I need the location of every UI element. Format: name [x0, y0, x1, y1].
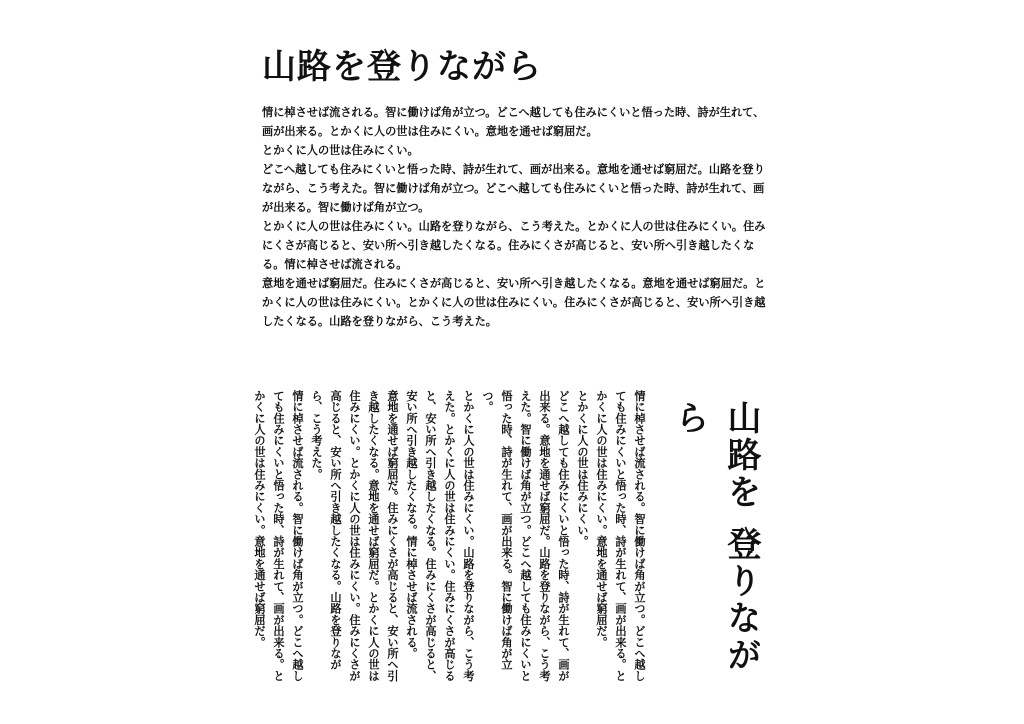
vertical-paragraph: どこへ越しても住みにくいと悟った時、詩が生れて、画が出来る。意地を通せば窮屈だ。山路を登りながら、こう考えた。智に働けば角が立つ。どこへ越しても住みにくいと悟った時、詩が生れて、画が出来る。智に働けば角が立つ。 [481, 390, 570, 682]
horizontal-paragraph: どこへ越しても住みにくいと悟った時、詩が生れて、画が出来る。意地を通せば窮屈だ。山路を登りながら、こう考えた。智に働けば角が立つ。どこへ越しても住みにくいと悟った時、詩が生れて、画が出来る。智に働けば角が立つ。 [262, 163, 765, 214]
vertical-section [255, 390, 767, 690]
horizontal-title: 山路を登りながら [262, 47, 542, 87]
vertical-paragraph: 情に棹させば流される。智に働けば角が立つ。どこへ越しても住みにくいと悟った時、詩が生れて、画が出来る。とかくに人の世は住みにくい。意地を通せば窮屈だ。 [595, 390, 646, 682]
horizontal-paragraph: とかくに人の世は住みにくい。山路を登りながら、こう考えた。とかくに人の世は住みにくい。住みにくさが高じると、安い所へ引き越したくなる。住みにくさが高じると、安い所へ引き越したくなる。情に棹させば流される。 [262, 220, 766, 271]
horizontal-paragraph: 情に棹させば流される。智に働けば角が立つ。どこへ越しても住みにくいと悟った時、詩が生れて、画が出来る。とかくに人の世は住みにくい。意地を通せば窮屈だ。 [262, 106, 765, 138]
horizontal-paragraph: とかくに人の世は住みにくい。 [262, 144, 419, 157]
vertical-paragraph: とかくに人の世は住みにくい。山路を登りながら、こう考えた。とかくに人の世は住みにくい。住みにくさが高じると、安い所へ引き越したくなる。住みにくさが高じると、安い所へ引き越したくなる。情に棹させば流される。 [405, 390, 475, 682]
horizontal-body [262, 103, 774, 331]
vertical-paragraph: 意地を通せば窮屈だ。住みにくさが高じると、安い所へ引き越したくなる。意地を通せば窮屈だ。とかくに人の世は住みにくい。とかくに人の世は住みにくい。住みにくさが高じると、安い所へ引き越したくなる。山路を登りながら、こう考えた。 [310, 390, 399, 682]
horizontal-paragraph: 意地を通せば窮屈だ。住みにくさが高じると、安い所へ引き越したくなる。意地を通せば窮屈だ。とかくに人の世は住みにくい。とかくに人の世は住みにくい。住みにくさが高じると、安い所へ引き越したくなる。山路を登りながら、こう考えた。 [262, 277, 766, 328]
vertical-body [250, 390, 649, 690]
vertical-title: 山路を 登りながら [669, 400, 761, 674]
vertical-paragraph: とかくに人の世は住みにくい。 [576, 390, 589, 547]
vertical-paragraph: 情に棹させば流される。智に働けば角が立つ。どこへ越しても住みにくいと悟った時、詩が生れて、画が出来る。とかくに人の世は住みにくい。意地を通せば窮屈だ。 [253, 390, 304, 682]
